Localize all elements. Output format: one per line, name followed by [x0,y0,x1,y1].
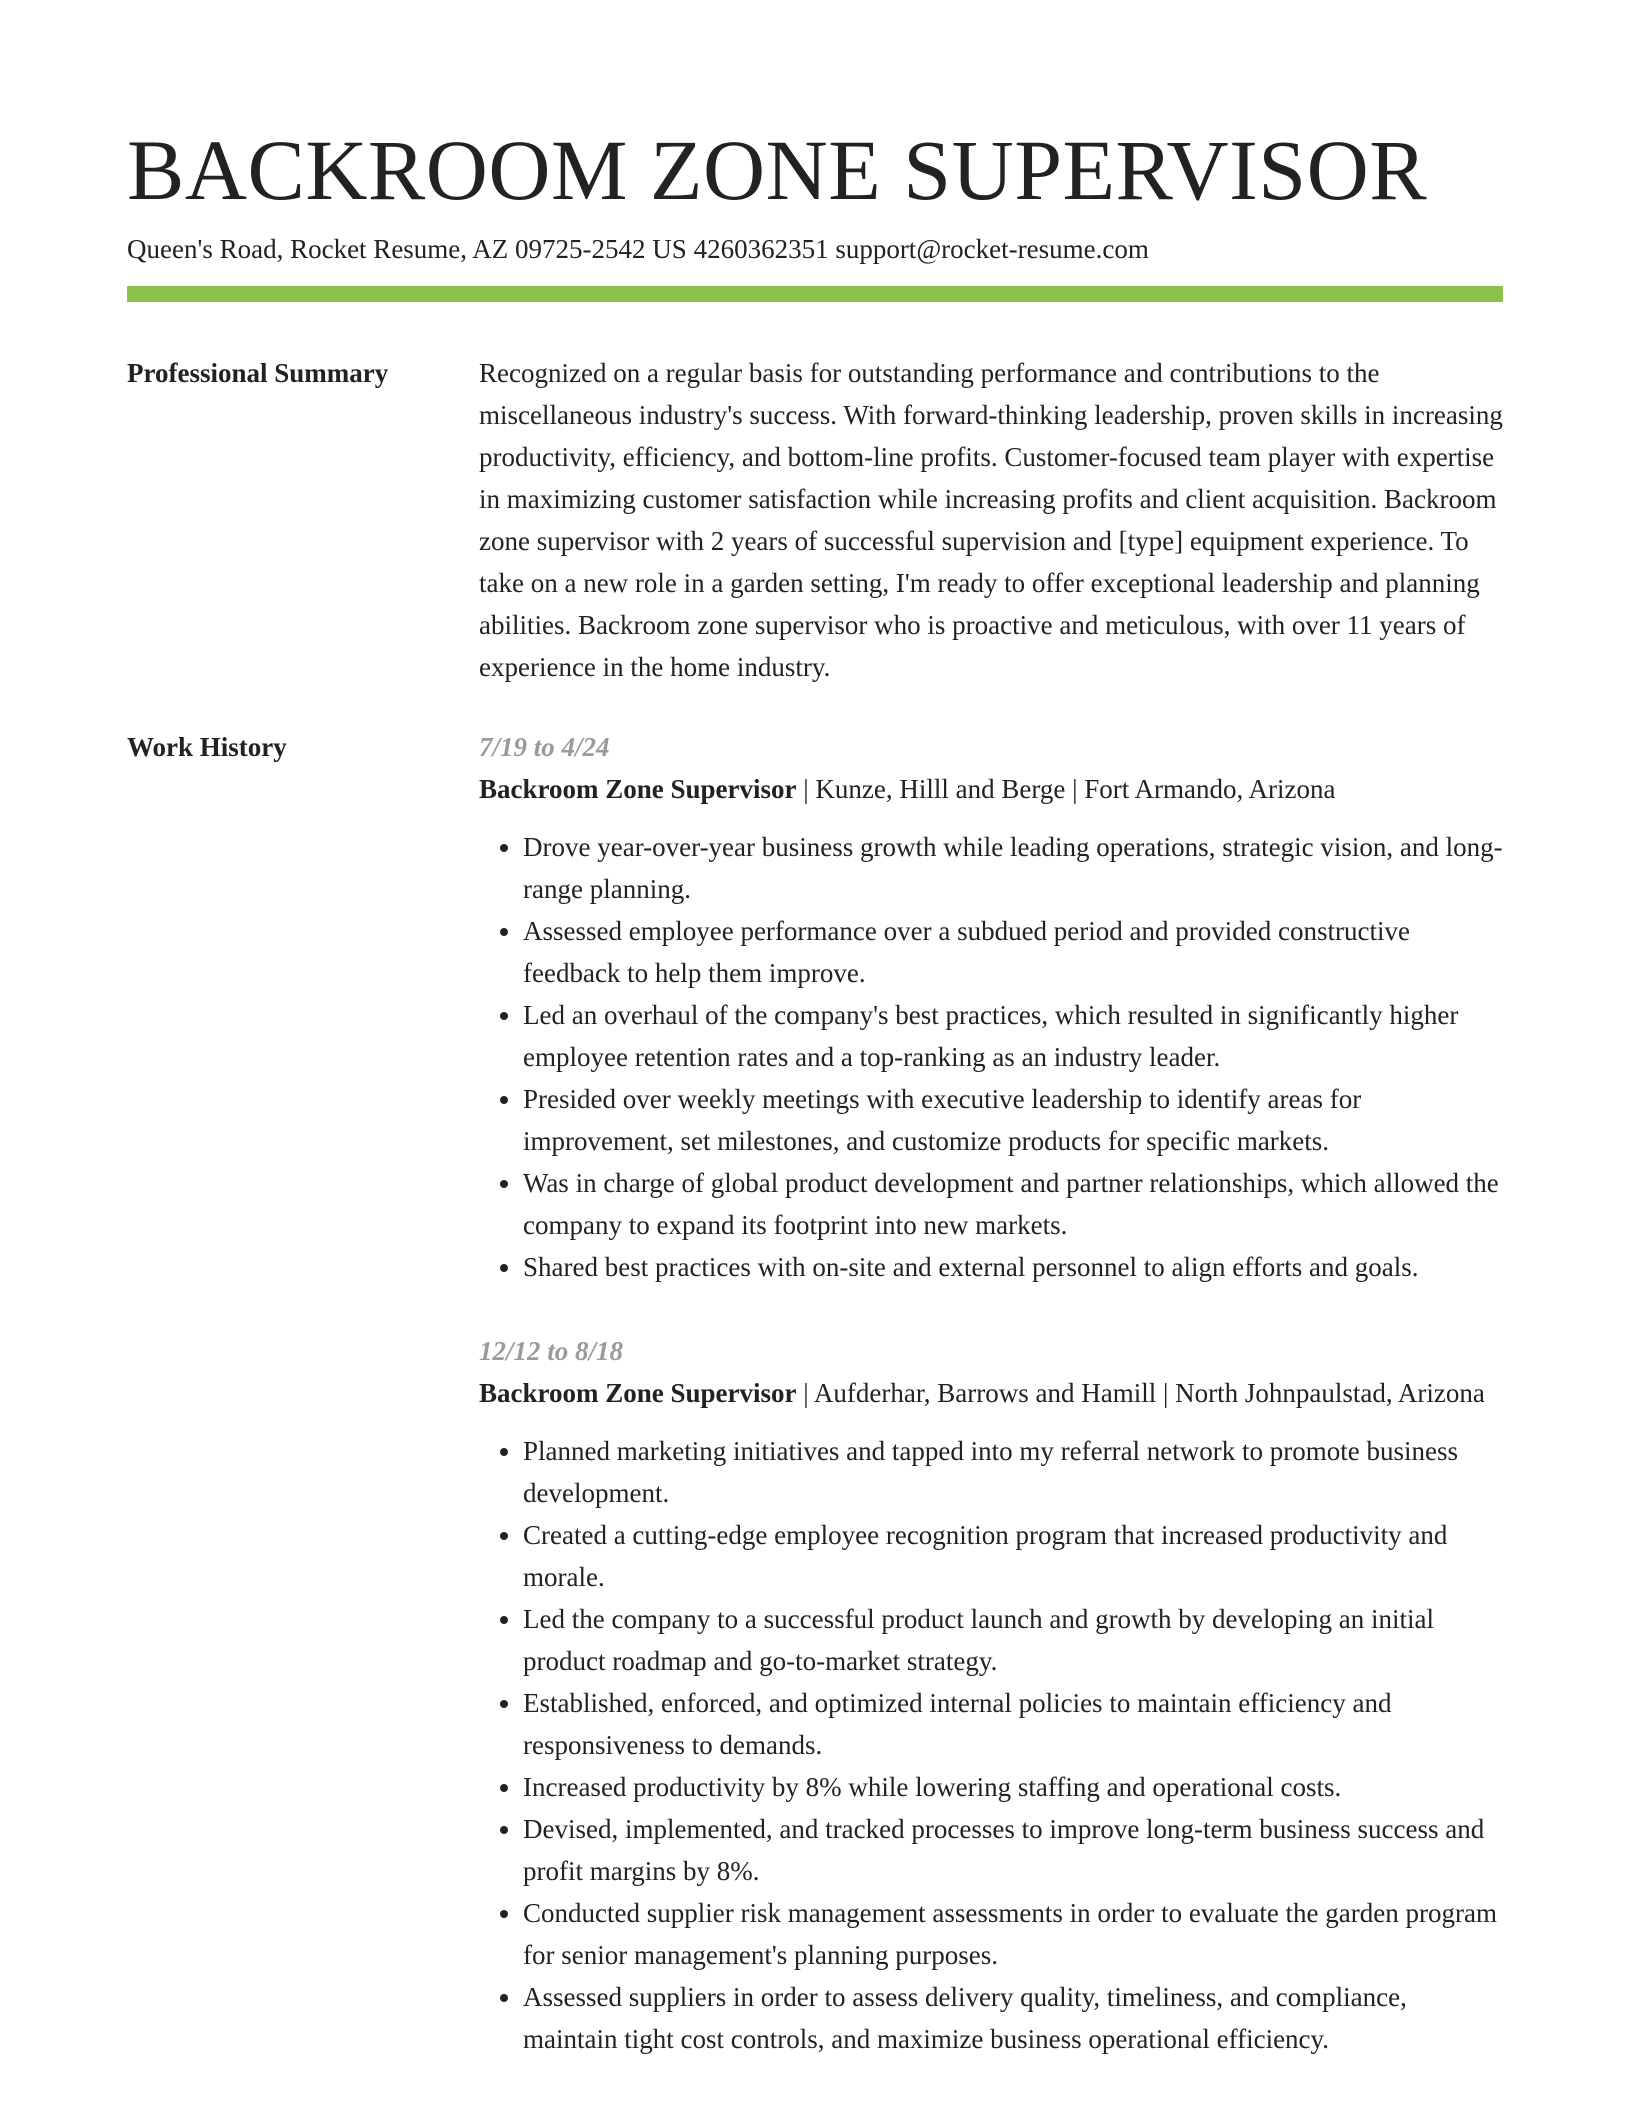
summary-body [479,352,1503,688]
resume-name: BACKROOM ZONE SUPERVISOR [127,122,1428,218]
job-title: Backroom Zone Supervisor [479,1378,797,1408]
job-entry [479,726,1503,1288]
duty-item: • Shared best practices with on-site and external personnel to align efforts and goals. [523,1246,1503,1288]
summary-heading: Professional Summary [127,358,389,388]
work-history-section [127,726,1503,2060]
duties-list [479,1430,1503,2060]
header-divider [127,286,1503,302]
duty-item: • Assessed suppliers in order to assess delivery quality, timeliness, and compliance, maintain tight cost controls, and maximize business operational efficiency. [523,1976,1503,2060]
duty-item: • Established, enforced, and optimized internal policies to maintain efficiency and responsiveness to demands. [523,1682,1503,1766]
duty-item: • Was in charge of global product development and partner relationships, which allowed the company to expand its footprint into new markets. [523,1162,1503,1246]
summary-text: Recognized on a regular basis for outstanding performance and contributions to the miscellaneous industry's success. With forward-thinking leadership, proven skills in increasing productivity, efficiency, and bottom-line profits. Customer-focused team player with expertise in maximizing customer satisfaction while increasing profits and client acquisition. Backroom zone supervisor with 2 years of successful supervision and [type] equipment experience. To take on a new role in a garden setting, I'm ready to offer exceptional leadership and planning abilities. Backroom zone supervisor who is proactive and meticulous, with over 11 years of experience in the home industry. [479,358,1503,682]
job-details: | Kunze, Hilll and Berge | Fort Armando, Arizona [796,774,1336,804]
work-history-body [479,726,1503,2060]
duties-list [479,826,1503,1288]
contact-address: Queen's Road, Rocket Resume, AZ 09725-2542 US [127,234,687,264]
job-dates: 12/12 to 8/18 [479,1336,624,1366]
duty-item: • Planned marketing initiatives and tapped into my referral network to promote business development. [523,1430,1503,1514]
duty-item: • Presided over weekly meetings with executive leadership to identify areas for improvement, set milestones, and customize products for specific markets. [523,1078,1503,1162]
work-history-heading: Work History [127,732,287,762]
job-details: | Aufderhar, Barrows and Hamill | North Johnpaulstad, Arizona [796,1378,1485,1408]
duty-item: • Led an overhaul of the company's best practices, which resulted in significantly higher employee retention rates and a top-ranking as an industry leader. [523,994,1503,1078]
job-title: Backroom Zone Supervisor [479,774,797,804]
resume-page [127,120,1503,2060]
duty-item: • Conducted supplier risk management assessments in order to evaluate the garden program for senior management's planning purposes. [523,1892,1503,1976]
job-dates: 7/19 to 4/24 [479,732,610,762]
contact-line [127,232,1503,266]
job-entry [479,1330,1503,2060]
contact-email: support@rocket-resume.com [835,234,1149,264]
contact-phone: 4260362351 [693,234,829,264]
duty-item: • Created a cutting-edge employee recognition program that increased productivity and morale. [523,1514,1503,1598]
duty-item: • Drove year-over-year business growth while leading operations, strategic vision, and long-range planning. [523,826,1503,910]
duty-item: • Assessed employee performance over a subdued period and provided constructive feedback to help them improve. [523,910,1503,994]
job-heading [479,768,1503,810]
duty-item: • Led the company to a successful product launch and growth by developing an initial product roadmap and go-to-market strategy. [523,1598,1503,1682]
job-heading [479,1372,1503,1414]
duty-item: • Devised, implemented, and tracked processes to improve long-term business success and profit margins by 8%. [523,1808,1503,1892]
duty-item: • Increased productivity by 8% while lowering staffing and operational costs. [523,1766,1503,1808]
summary-section [127,352,1503,688]
